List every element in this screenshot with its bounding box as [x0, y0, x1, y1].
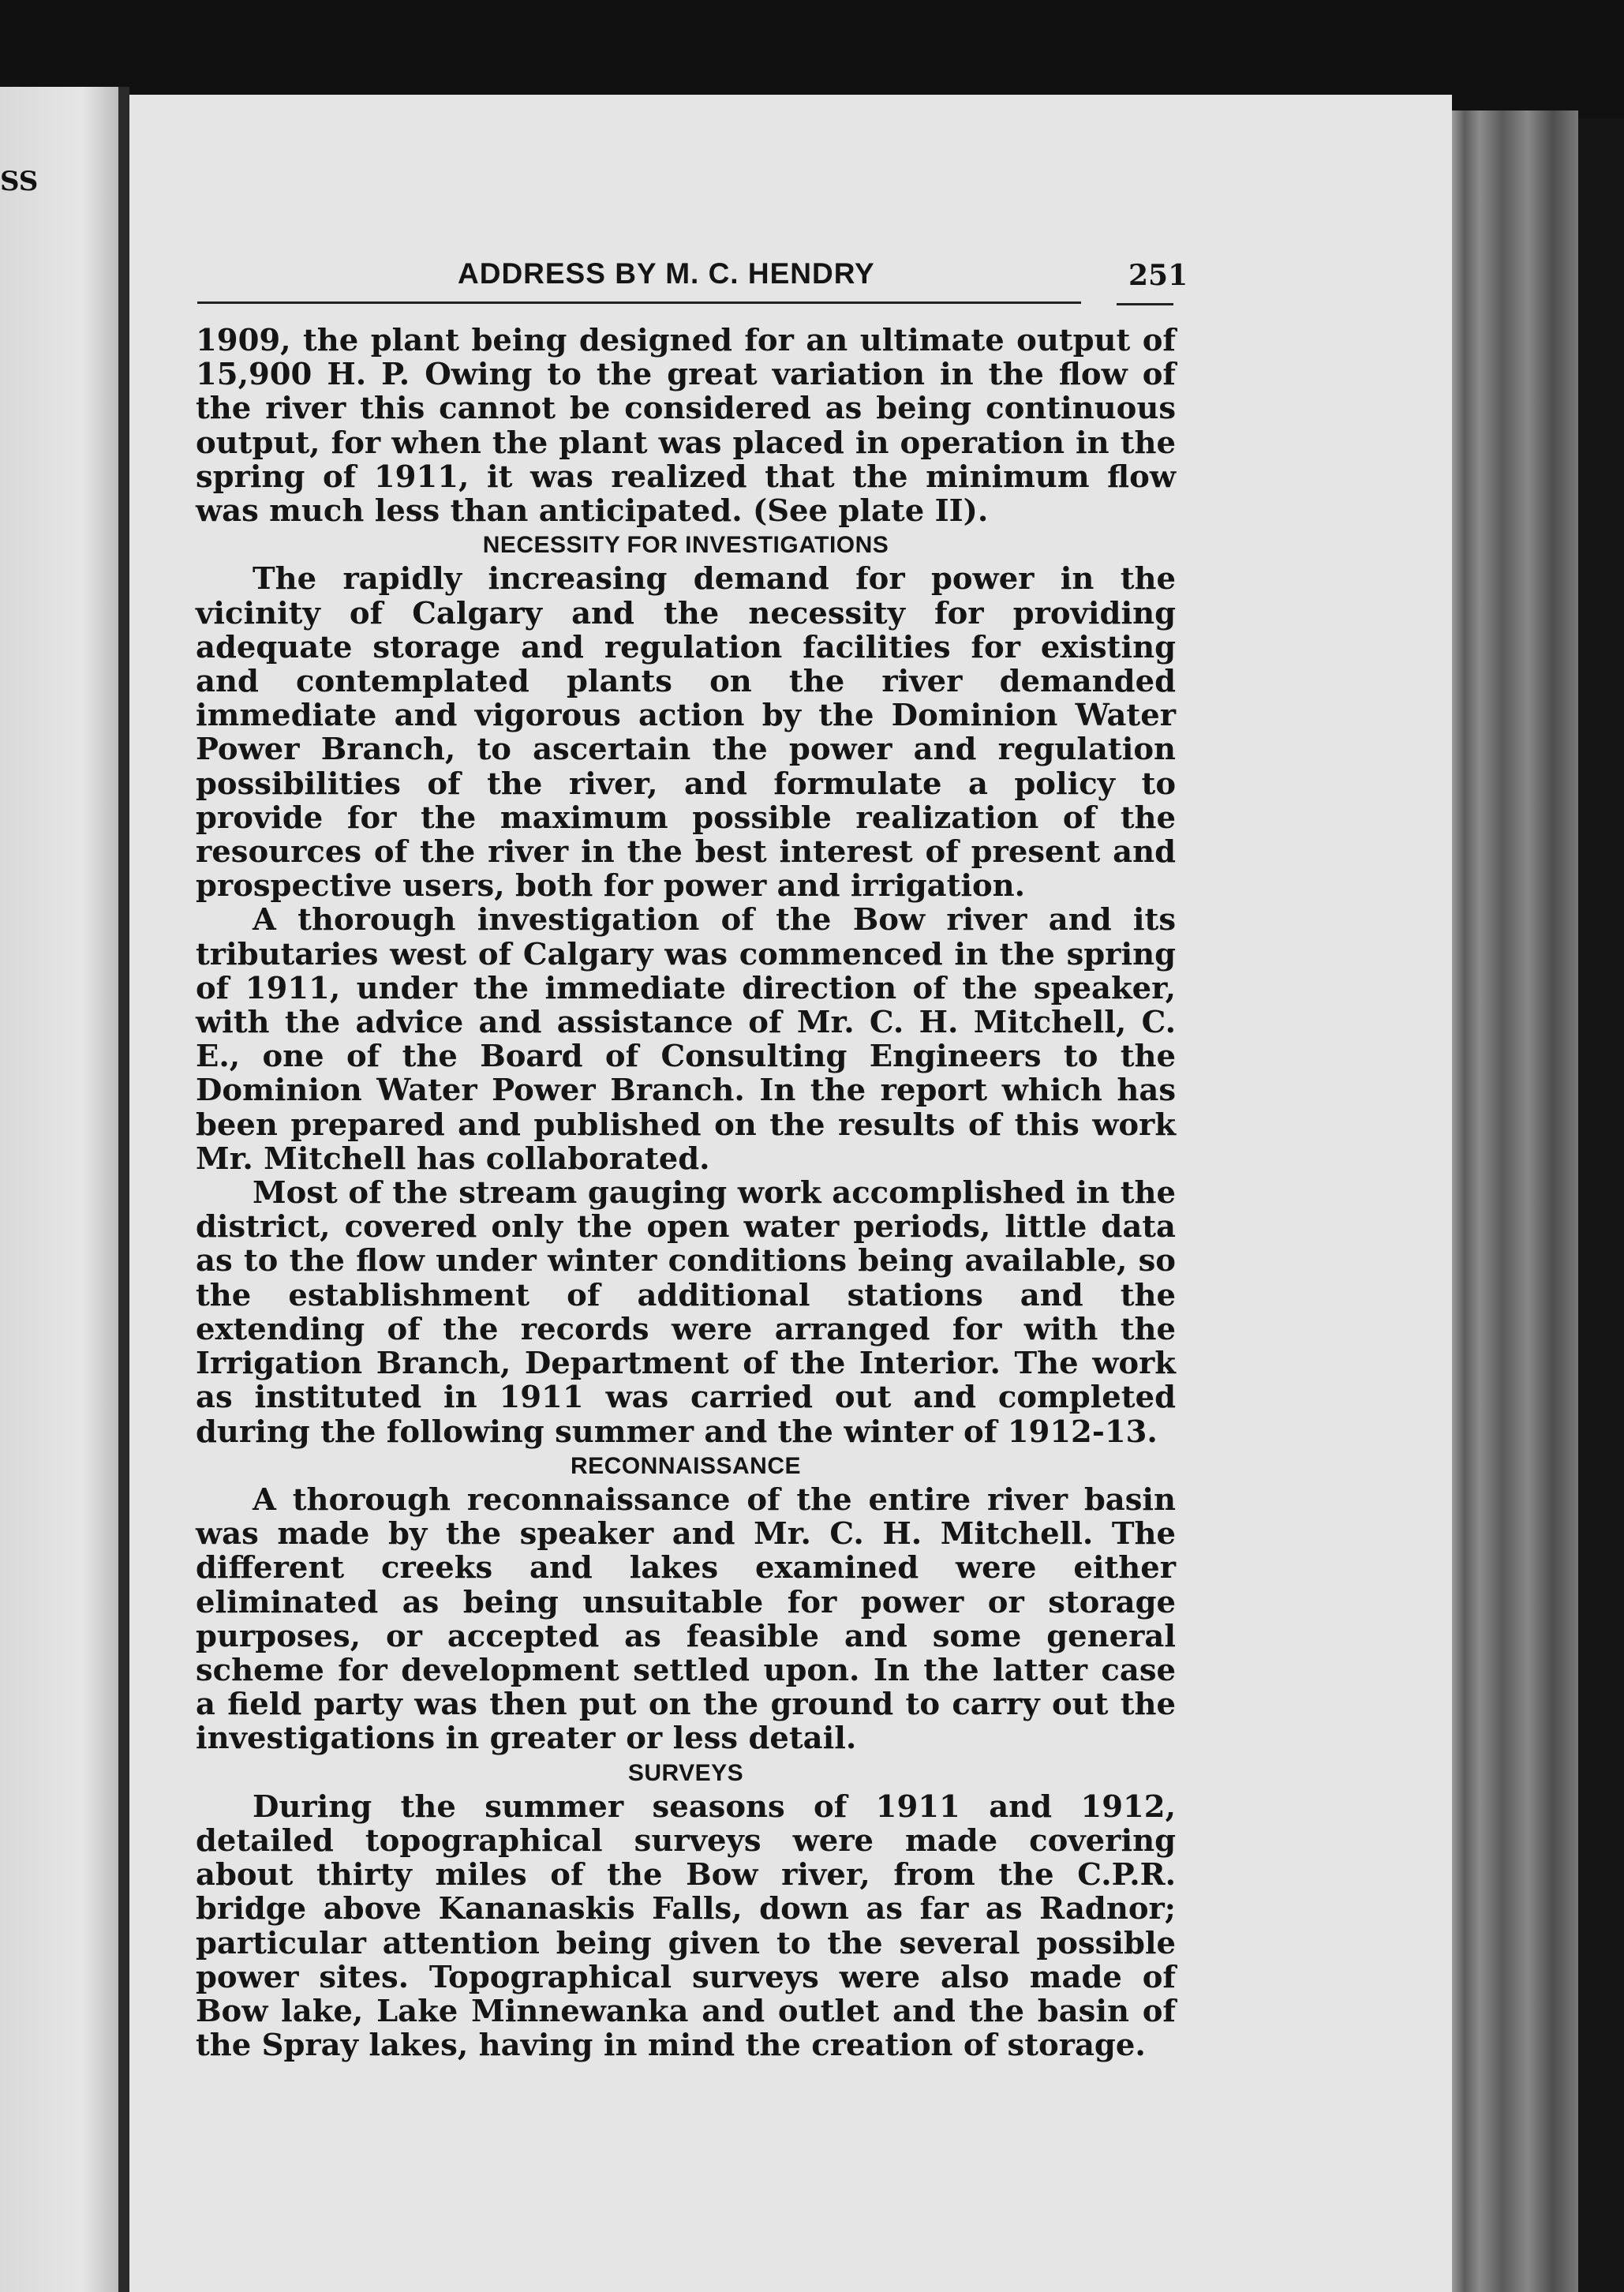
page-edges [1452, 110, 1578, 2292]
paragraph: A thorough reconnaissance of the entire river basin was made by the speaker and Mr. C. H. Mitchell. The different creeks and lakes examined were either eliminated as being unsuitable for power or storage purposes, or accepted as feasible and some general scheme for development settled upon. In the latter case a field party was then put on the ground to carry out the investigations in greater or less detail. [196, 1481, 1176, 1757]
paragraph: The rapidly increasing demand for power in the vicinity of Calgary and the necessity for providing adequate storage and regulation facilities for existing and contemplated plants on the river demanded immediate and vigorous action by the Dominion Water Power Branch, to ascertain the power and regulation possibilities of the river, and formulate a policy to provide for the maximum possible realization of the resources of the river in the best interest of present and prospective users, both for power and irrigation. [196, 561, 1176, 904]
paragraph: 1909, the plant being designed for an ultimate output of 15,900 H. P. Owing to the great variation in the flow of the river this cannot be considered as being continuous output, for when the plant was placed in operation in the spring of 1911, it was realized that the minimum flow was much less than anticipated. (See plate II). [196, 323, 1176, 530]
section-heading: RECONNAISSANCE [570, 1452, 802, 1479]
facing-page-header: SS [0, 166, 39, 197]
scan-border [1578, 118, 1624, 2292]
section-heading: NECESSITY FOR INVESTIGATIONS [482, 532, 889, 559]
paragraph: During the summer seasons of 1911 and 1912, detailed topographical surveys were made covering about thirty miles of the Bow river, from the C.P.R. bridge above Kananaskis Falls, down as far as Radnor; particular attention being given to the several possible power sites. Topographical surveys were also made of Bow lake, Lake Minnewanka and outlet and the basin of the Spray lakes, having in mind the creation of storage. [196, 1788, 1176, 2064]
paragraph: A thorough investigation of the Bow river and its tributaries west of Calgary was commenced in the spring of 1911, under the immediate direction of the speaker, with the advice and assistance of Mr. C. H. Mitchell, C. E., one of the Board of Consulting Engineers to the Dominion Water Power Branch. In the report which has been prepared and published on the results of this work Mr. Mitchell has collaborated. [196, 902, 1176, 1177]
page-number: 251 [1128, 259, 1188, 292]
running-header [197, 251, 1188, 298]
section-heading: SURVEYS [627, 1759, 744, 1786]
page-body [196, 324, 1176, 2062]
page-number-rule [1117, 303, 1173, 305]
facing-page [0, 87, 118, 2292]
running-title: ADDRESS BY M. C. HENDRY [458, 257, 875, 290]
header-rule [197, 301, 1081, 304]
paragraph: Most of the stream gauging work accomplished in the district, covered only the open water periods, little data as to the flow under winter conditions being available, so the establishment of additional stations and the extending of the records were arranged for with the Irrigation Branch, Department of the Interior. The work as instituted in 1911 was carried out and completed during the following summer and the winter of 1912-13. [196, 1175, 1176, 1450]
book-gutter [118, 87, 129, 2292]
